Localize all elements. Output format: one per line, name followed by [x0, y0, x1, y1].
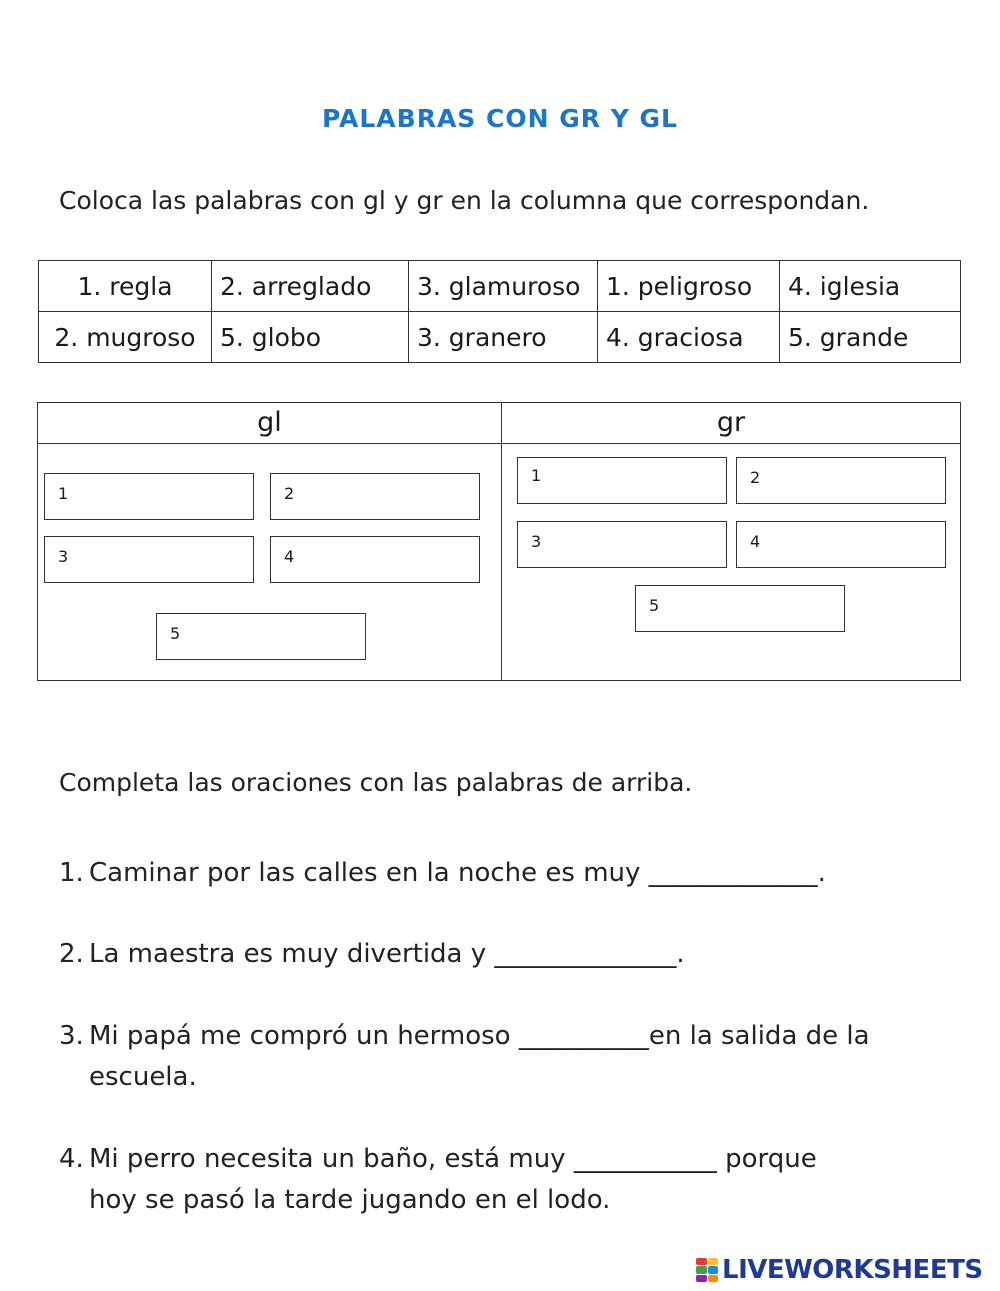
sentence-number: 1. — [59, 858, 84, 888]
gr-column-header: gr — [502, 403, 960, 444]
word-cell: 4. iglesia — [780, 261, 961, 312]
logo-blocks-icon — [696, 1258, 718, 1282]
word-cell: 5. globo — [212, 312, 409, 363]
gl-answer-box-5[interactable]: 5 — [156, 613, 366, 660]
word-bank-row — [39, 261, 961, 312]
liveworksheets-logo — [696, 1256, 983, 1284]
sentence-number: 2. — [59, 939, 84, 969]
sentence-text[interactable]: La maestra es muy divertida y ______________. — [89, 939, 685, 969]
gr-answer-box-4[interactable]: 4 — [736, 521, 946, 568]
word-cell: 2. arreglado — [212, 261, 409, 312]
sentence-text-continued: escuela. — [89, 1062, 197, 1092]
word-bank-row — [39, 312, 961, 363]
gr-answer-box-2[interactable]: 2 — [736, 457, 946, 504]
worksheet-title: PALABRAS CON GR Y GL — [322, 104, 678, 133]
gl-answer-box-2[interactable]: 2 — [270, 473, 480, 520]
word-bank-table — [38, 260, 961, 363]
gl-answer-box-4[interactable]: 4 — [270, 536, 480, 583]
gl-column — [38, 403, 502, 680]
word-cell: 1. regla — [39, 261, 212, 312]
gl-answer-box-3[interactable]: 3 — [44, 536, 254, 583]
word-cell: 3. glamuroso — [409, 261, 598, 312]
sentence-text-continued: hoy se pasó la tarde jugando en el lodo. — [89, 1185, 611, 1215]
word-cell: 3. granero — [409, 312, 598, 363]
sorting-table — [37, 402, 961, 681]
word-cell: 5. grande — [780, 312, 961, 363]
logo-block — [696, 1275, 707, 1282]
gr-answer-box-3[interactable]: 3 — [517, 521, 727, 568]
logo-block — [696, 1258, 707, 1265]
instruction-complete: Completa las oraciones con las palabras de arriba. — [59, 768, 693, 797]
word-cell: 1. peligroso — [598, 261, 780, 312]
logo-block — [708, 1266, 719, 1273]
word-cell: 4. graciosa — [598, 312, 780, 363]
gl-column-header: gl — [38, 403, 501, 444]
gl-answer-box-1[interactable]: 1 — [44, 473, 254, 520]
sentence-number: 3. — [59, 1021, 84, 1051]
logo-text: LIVEWORKSHEETS — [722, 1255, 983, 1285]
gr-column — [502, 403, 960, 680]
instruction-sort: Coloca las palabras con gl y gr en la columna que correspondan. — [59, 186, 870, 215]
sentence-text[interactable]: Mi papá me compró un hermoso __________en la salida de la — [89, 1021, 870, 1051]
logo-block — [708, 1275, 719, 1282]
word-cell: 2. mugroso — [39, 312, 212, 363]
logo-block — [708, 1258, 719, 1265]
sentence-number: 4. — [59, 1144, 84, 1174]
gr-answer-box-5[interactable]: 5 — [635, 585, 845, 632]
sentence-text[interactable]: Mi perro necesita un baño, está muy ___________ porque — [89, 1144, 817, 1174]
logo-block — [696, 1266, 707, 1273]
sentence-text[interactable]: Caminar por las calles en la noche es muy _____________. — [89, 858, 826, 888]
gr-answer-box-1[interactable]: 1 — [517, 457, 727, 504]
